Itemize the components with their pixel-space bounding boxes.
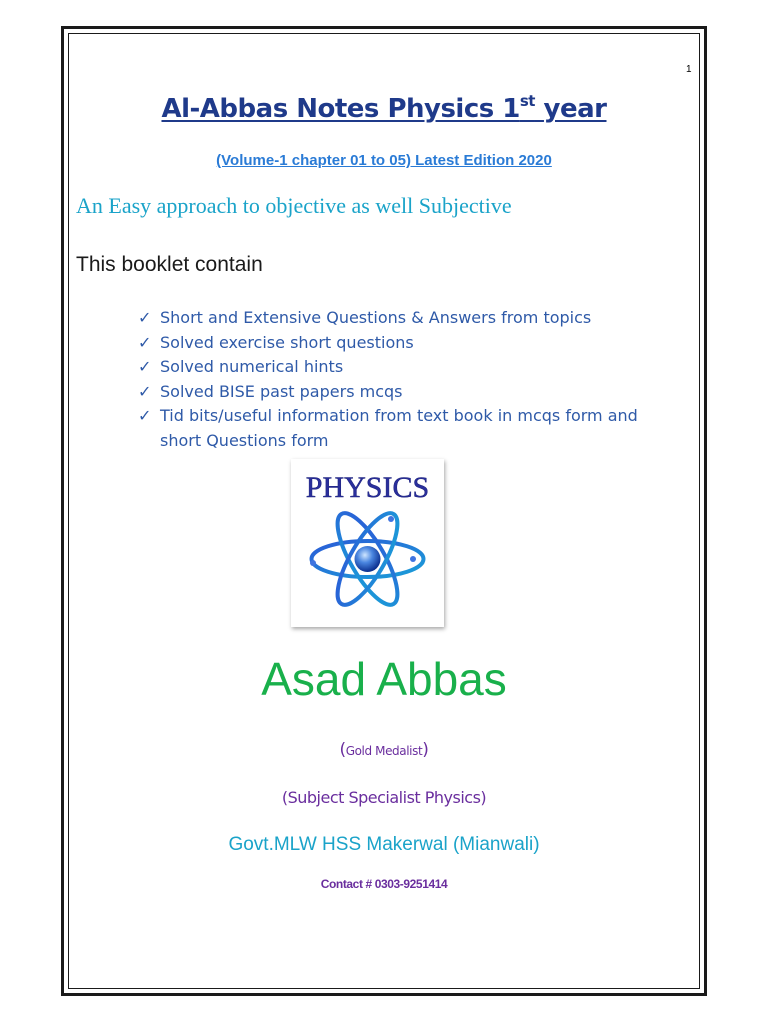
- nucleus: [355, 546, 381, 572]
- author-contact: Contact # 0303-9251414: [320, 877, 448, 891]
- page-number: 1: [686, 64, 692, 75]
- list-item: [138, 306, 678, 331]
- list-item: [138, 404, 678, 453]
- list-item-text: Tid bits/useful information from text book in mcqs form and: [160, 406, 638, 425]
- title-superscript: st: [519, 92, 535, 110]
- list-item-text: Solved BISE past papers mcqs: [160, 381, 403, 401]
- physics-logo: [291, 459, 444, 627]
- gold-medalist: Gold Medalist: [345, 744, 423, 758]
- author-name: Asad Abbas: [261, 653, 507, 705]
- list-item-text-continued: short Questions form: [160, 430, 329, 450]
- author-role: (Subject Specialist Physics): [281, 788, 487, 807]
- list-item: [138, 355, 678, 380]
- edition-subtitle: (Volume-1 chapter 01 to 05) Latest Edition 2020: [216, 152, 552, 169]
- electron: [410, 556, 416, 562]
- checkmark-icon: ✓: [138, 406, 152, 425]
- tagline: An Easy approach to objective as well Subjective: [76, 193, 512, 218]
- list-item: [138, 380, 678, 405]
- checkmark-icon: ✓: [138, 308, 152, 327]
- list-item-text: Solved exercise short questions: [160, 332, 414, 352]
- booklet-intro: This booklet contain: [76, 253, 263, 276]
- checkmark-icon: ✓: [138, 381, 152, 401]
- checkmark-icon: ✓: [138, 332, 152, 352]
- contents-list: [138, 306, 678, 453]
- list-item-text: Solved numerical hints: [160, 357, 344, 376]
- list-item: [138, 331, 678, 356]
- author-distinction: (Gold Medalist): [339, 740, 429, 760]
- title-end: year: [543, 94, 607, 124]
- author-school: Govt.MLW HSS Makerwal (Mianwali): [228, 834, 540, 855]
- title-main: Al-Abbas Notes Physics 1: [161, 94, 520, 124]
- checkmark-icon: ✓: [138, 357, 152, 376]
- atom-icon: [291, 459, 444, 627]
- page-title: [0, 94, 768, 124]
- electron: [310, 560, 316, 566]
- list-item-text: Short and Extensive Questions & Answers from topics: [160, 308, 592, 327]
- logo-label: PHYSICS: [305, 471, 430, 504]
- electron: [388, 516, 394, 522]
